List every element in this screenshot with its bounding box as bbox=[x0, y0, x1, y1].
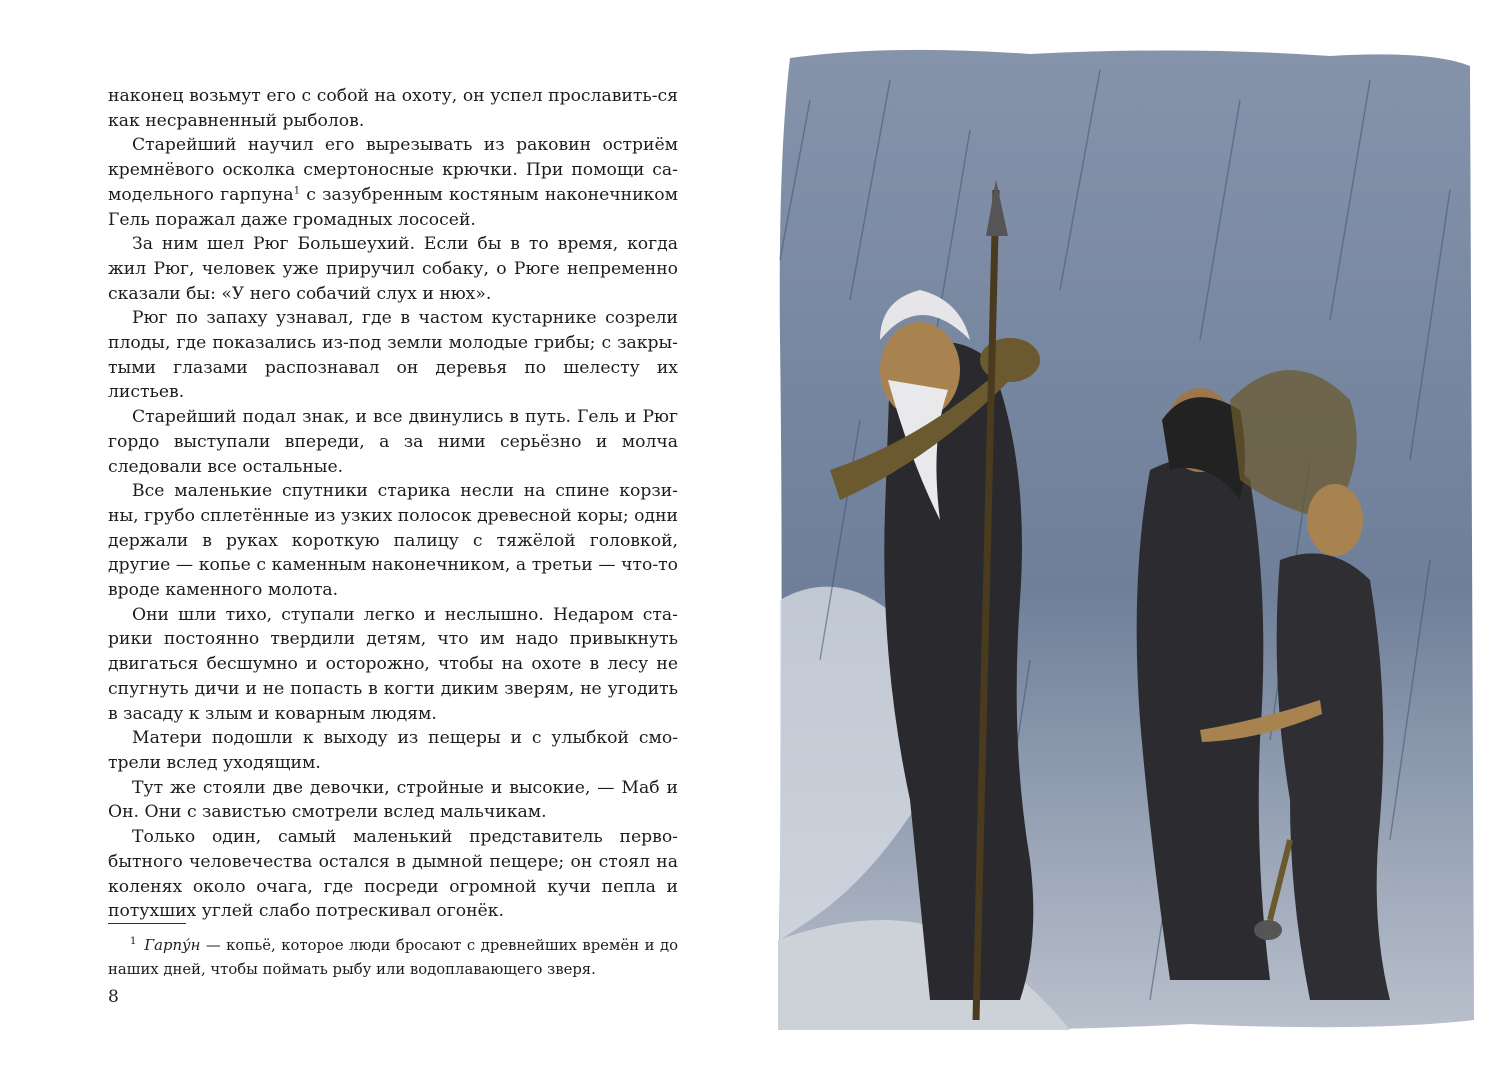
paragraph-text: Старейший научил его вырезывать из раковин остриём кремнёвого осколка смертоносные крючки. При помощи са-модельного гарпуна bbox=[108, 135, 678, 205]
paragraph: Только один, самый маленький представитель перво-бытного человечества остался в дымной пещере; он стоял на коленях около очага, где посреди огромной кучи пепла и потухших углей слабо потрескивал огонёк. bbox=[108, 827, 678, 922]
footnote-number: 1 bbox=[130, 936, 137, 947]
paragraph bbox=[108, 133, 678, 232]
paragraph: Все маленькие спутники старика несли на спине корзи-ны, грубо сплетённые из узких полосок древесной коры; одни держали в руках короткую палицу с тяжёлой головкой, другие — копье с каменным наконечником, а третьи — что-то вроде каменного молота. bbox=[108, 481, 678, 601]
paragraph: Старейший подал знак, и все двинулись в путь. Гель и Рюг гордо выступали впереди, а за ними серьёзно и молча следовали все остальные. bbox=[108, 407, 678, 477]
text-column bbox=[108, 84, 678, 924]
paragraph: Они шли тихо, ступали легко и неслышно. Недаром ста-рики постоянно твердили детям, что им надо привыкнуть двигаться бесшумно и осторожно, чтобы на охоте в лесу не спугнуть дичи и не попасть в когти диким зверям, не угодить в засаду к злым и коварным людям. bbox=[108, 604, 678, 724]
paragraph: наконец возьмут его с собой на охоту, он успел прославить-ся как несравненный рыболов. bbox=[108, 86, 678, 131]
paragraph-text: с зазубренным костяным наконечником Гель поражал даже громадных лососей. bbox=[108, 184, 678, 230]
footnote-ref: 1 bbox=[293, 185, 301, 197]
page-number: 8 bbox=[108, 987, 119, 1007]
illustration bbox=[770, 40, 1480, 1036]
footnote-term: Гарпу́н bbox=[144, 936, 201, 954]
paragraph: Матери подошли к выходу из пещеры и с улыбкой смо-трели вслед уходящим. bbox=[108, 728, 678, 773]
paragraph: За ним шел Рюг Большеухий. Если бы в то время, когда жил Рюг, человек уже приручил собаку, о Рюге непременно сказали бы: «У него собачий слух и нюх». bbox=[108, 234, 678, 304]
paragraph: Рюг по запаху узнавал, где в частом кустарнике созрели плоды, где показались из-под земли молодые грибы; с закры-тыми глазами распознавал он деревья по шелесту их листьев. bbox=[108, 308, 678, 403]
paragraph: Тут же стояли две девочки, стройные и высокие, — Маб и Он. Они с завистью смотрели вслед мальчикам. bbox=[108, 777, 678, 823]
footnote-divider bbox=[108, 923, 186, 924]
footnote bbox=[108, 930, 678, 982]
footnote-text: — копьё, которое люди бросают с древнейших времён и до наших дней, чтобы поймать рыбу или водоплавающего зверя. bbox=[108, 936, 678, 978]
